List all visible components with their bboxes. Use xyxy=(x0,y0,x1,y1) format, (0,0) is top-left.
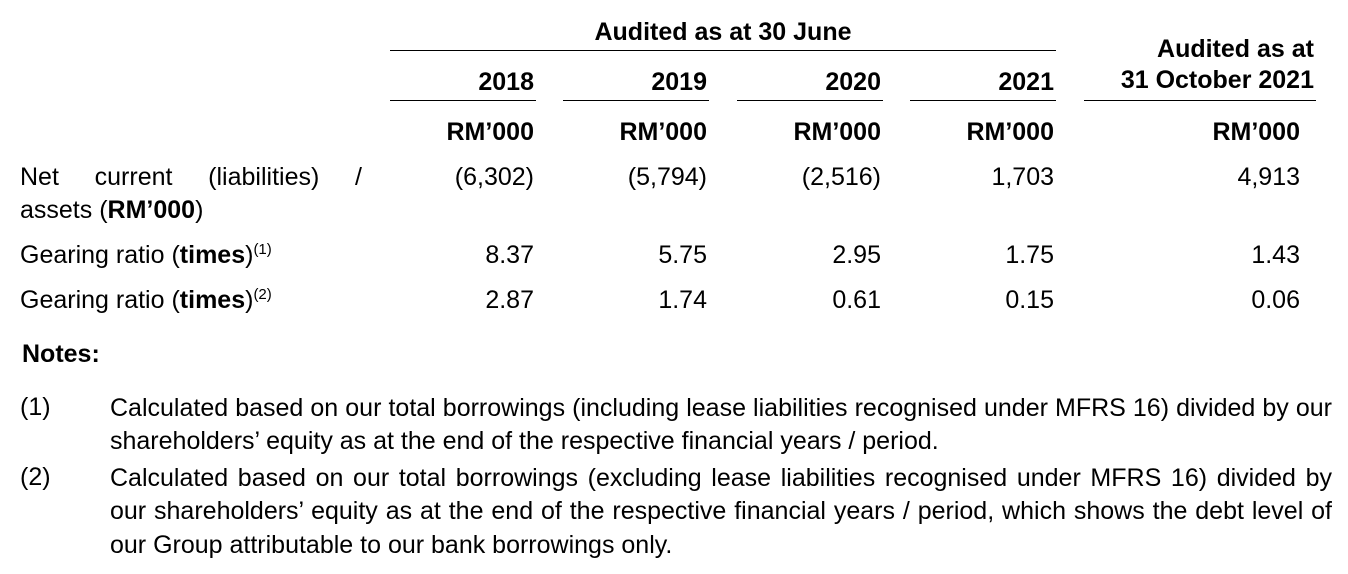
row-net-current-2018: (6,302) xyxy=(454,163,534,191)
column-rule-2020 xyxy=(737,100,883,101)
row-gearing-2-oct-2021: 0.06 xyxy=(1251,286,1300,314)
row-gearing-1-2018: 8.37 xyxy=(485,241,534,269)
year-header-2020: 2020 xyxy=(825,68,881,96)
notes-title: Notes: xyxy=(22,340,100,368)
note-2-marker: (2) xyxy=(20,463,51,491)
note-1-marker: (1) xyxy=(20,393,51,421)
row-gearing-2-2019: 1.74 xyxy=(658,286,707,314)
column-rule-oct-2021 xyxy=(1084,100,1316,101)
year-header-2021: 2021 xyxy=(998,68,1054,96)
column-rule-2021 xyxy=(910,100,1056,101)
row-gearing-1-2021: 1.75 xyxy=(1005,241,1054,269)
row-gearing-1-2019: 5.75 xyxy=(658,241,707,269)
unit-header-2019: RM’000 xyxy=(619,118,707,146)
unit-header-2021: RM’000 xyxy=(966,118,1054,146)
row-gearing-2-2020: 0.61 xyxy=(832,286,881,314)
column-rule-2018 xyxy=(390,100,536,101)
row-net-current-label-line1: Net current (liabilities) / xyxy=(20,163,362,191)
note-ref-2: (2) xyxy=(253,286,272,303)
row-net-current-2021: 1,703 xyxy=(991,163,1054,191)
row-net-current-2020: (2,516) xyxy=(801,163,881,191)
row-gearing-1-label: Gearing ratio (times)$^{(1)}$ xyxy=(20,241,272,269)
last-column-header-line1: Audited as at xyxy=(1157,35,1314,63)
note-ref-1: (1) xyxy=(253,241,272,258)
year-header-2019: 2019 xyxy=(651,68,707,96)
note-2-text: Calculated based on our total borrowings (excluding lease liabilities recognised under MFRS 16) divided by our shareholders’ equity as at the end of the respective financial years / period, which shows the debt level of our Group attributable to our bank borrowings only. xyxy=(110,464,1332,559)
group-header: Audited as at 30 June xyxy=(594,18,852,46)
year-header-2018: 2018 xyxy=(478,68,534,96)
row-net-current-oct-2021: 4,913 xyxy=(1237,163,1300,191)
unit-header-oct-2021: RM’000 xyxy=(1212,118,1300,146)
group-header-rule xyxy=(390,50,1056,51)
row-gearing-2-2018: 2.87 xyxy=(485,286,534,314)
last-column-header-line2: 31 October 2021 xyxy=(1120,66,1314,94)
unit-header-2018: RM’000 xyxy=(446,118,534,146)
row-gearing-1-2020: 2.95 xyxy=(832,241,881,269)
unit-header-2020: RM’000 xyxy=(793,118,881,146)
row-gearing-1-oct-2021: 1.43 xyxy=(1251,241,1300,269)
column-rule-2019 xyxy=(563,100,709,101)
row-net-current-label-line2: assets (RM’000) xyxy=(20,196,204,224)
row-gearing-2-2021: 0.15 xyxy=(1005,286,1054,314)
row-net-current-2019: (5,794) xyxy=(627,163,707,191)
row-gearing-2-label: Gearing ratio (times)$^{(2)}$ xyxy=(20,286,272,314)
note-1-text: Calculated based on our total borrowings (including lease liabilities recognised under MFRS 16) divided by our shareholders’ equity as at the end of the respective financial years / period. xyxy=(110,394,1332,456)
